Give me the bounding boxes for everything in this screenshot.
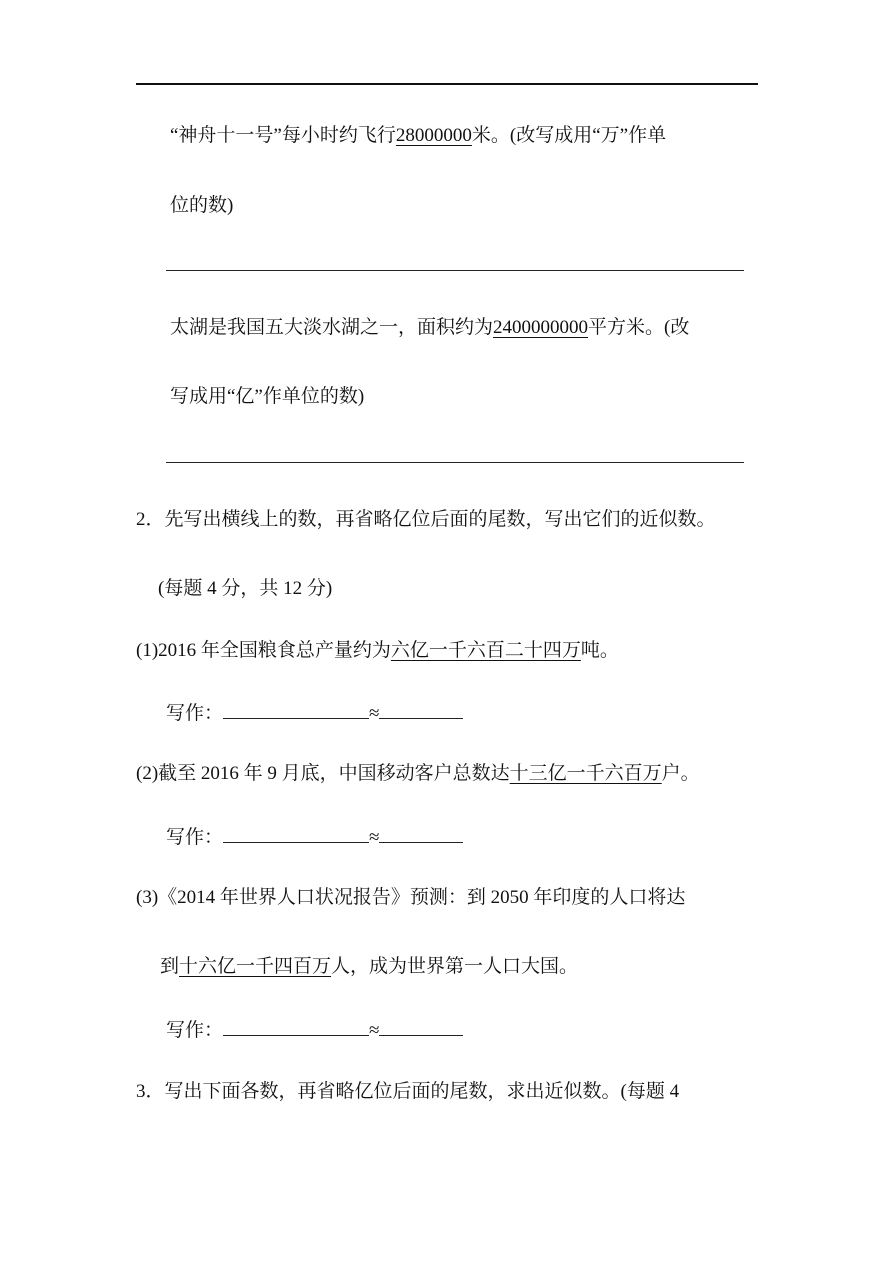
- q3-heading: 3．写出下面各数，再省略亿位后面的尾数，求出近似数。(每题 4: [136, 1081, 680, 1102]
- write-label: 写作：: [166, 827, 224, 848]
- answer-blank[interactable]: [223, 824, 369, 843]
- q1a-line1: [170, 124, 666, 148]
- approx-symbol: ≈: [369, 827, 380, 848]
- q1b-line1: [170, 316, 689, 340]
- q1b-text: 太湖是我国五大淡水湖之一，面积约为: [170, 317, 494, 338]
- q2-item3-line2: [160, 955, 578, 979]
- q1b-answer-line[interactable]: [166, 462, 744, 463]
- q1a-line2: 位的数): [170, 195, 234, 216]
- q2-item3-line1: (3)《2014 年世界人口状况报告》预测：到 2050 年印度的人口将达: [136, 887, 686, 908]
- q1a-instruction: 米。(改写成用“万”作单: [471, 125, 667, 146]
- q2-item3-answer: [166, 1017, 463, 1043]
- q1b-line2: 写成用“亿”作单位的数): [170, 386, 365, 407]
- top-rule: [136, 83, 758, 85]
- q2-item1-text: (1)2016 年全国粮食总产量约为: [136, 640, 391, 661]
- q1b-number: 2400000000: [493, 317, 589, 338]
- q2-item2-suffix: 户。: [661, 763, 700, 784]
- q2-item1-underlined: 六亿一千六百二十四万: [390, 640, 581, 661]
- q2-item3-underlined: 十六亿一千四百万: [179, 956, 332, 977]
- approx-blank[interactable]: [379, 824, 463, 843]
- q1b-instruction: 平方米。(改: [588, 317, 690, 338]
- approx-blank[interactable]: [379, 700, 463, 719]
- q2-item3-suffix: 人，成为世界第一人口大国。: [331, 956, 579, 977]
- approx-symbol: ≈: [369, 1020, 380, 1041]
- q1a-number: 28000000: [395, 125, 472, 146]
- approx-blank[interactable]: [379, 1017, 463, 1036]
- q2-item2-underlined: 十三亿一千六百万: [509, 763, 662, 784]
- q1a-text: “神舟十一号”每小时约飞行: [170, 125, 396, 146]
- answer-blank[interactable]: [223, 1017, 369, 1036]
- approx-symbol: ≈: [369, 703, 380, 724]
- q2-item3-text: 到: [160, 956, 180, 977]
- q2-item2: [136, 762, 700, 786]
- q2-item2-text: (2)截至 2016 年 9 月底，中国移动客户总数达: [136, 763, 510, 784]
- q2-item1-answer: [166, 700, 463, 726]
- answer-blank[interactable]: [223, 700, 369, 719]
- write-label: 写作：: [166, 1020, 224, 1041]
- write-label: 写作：: [166, 703, 224, 724]
- q2-item2-answer: [166, 824, 463, 850]
- q2-item1: [136, 639, 619, 663]
- q2-heading: 2．先写出横线上的数，再省略亿位后面的尾数，写出它们的近似数。: [136, 509, 716, 530]
- q1a-answer-line[interactable]: [166, 270, 744, 271]
- q2-item1-suffix: 吨。: [580, 640, 619, 661]
- q2-points: (每题 4 分，共 12 分): [158, 578, 333, 599]
